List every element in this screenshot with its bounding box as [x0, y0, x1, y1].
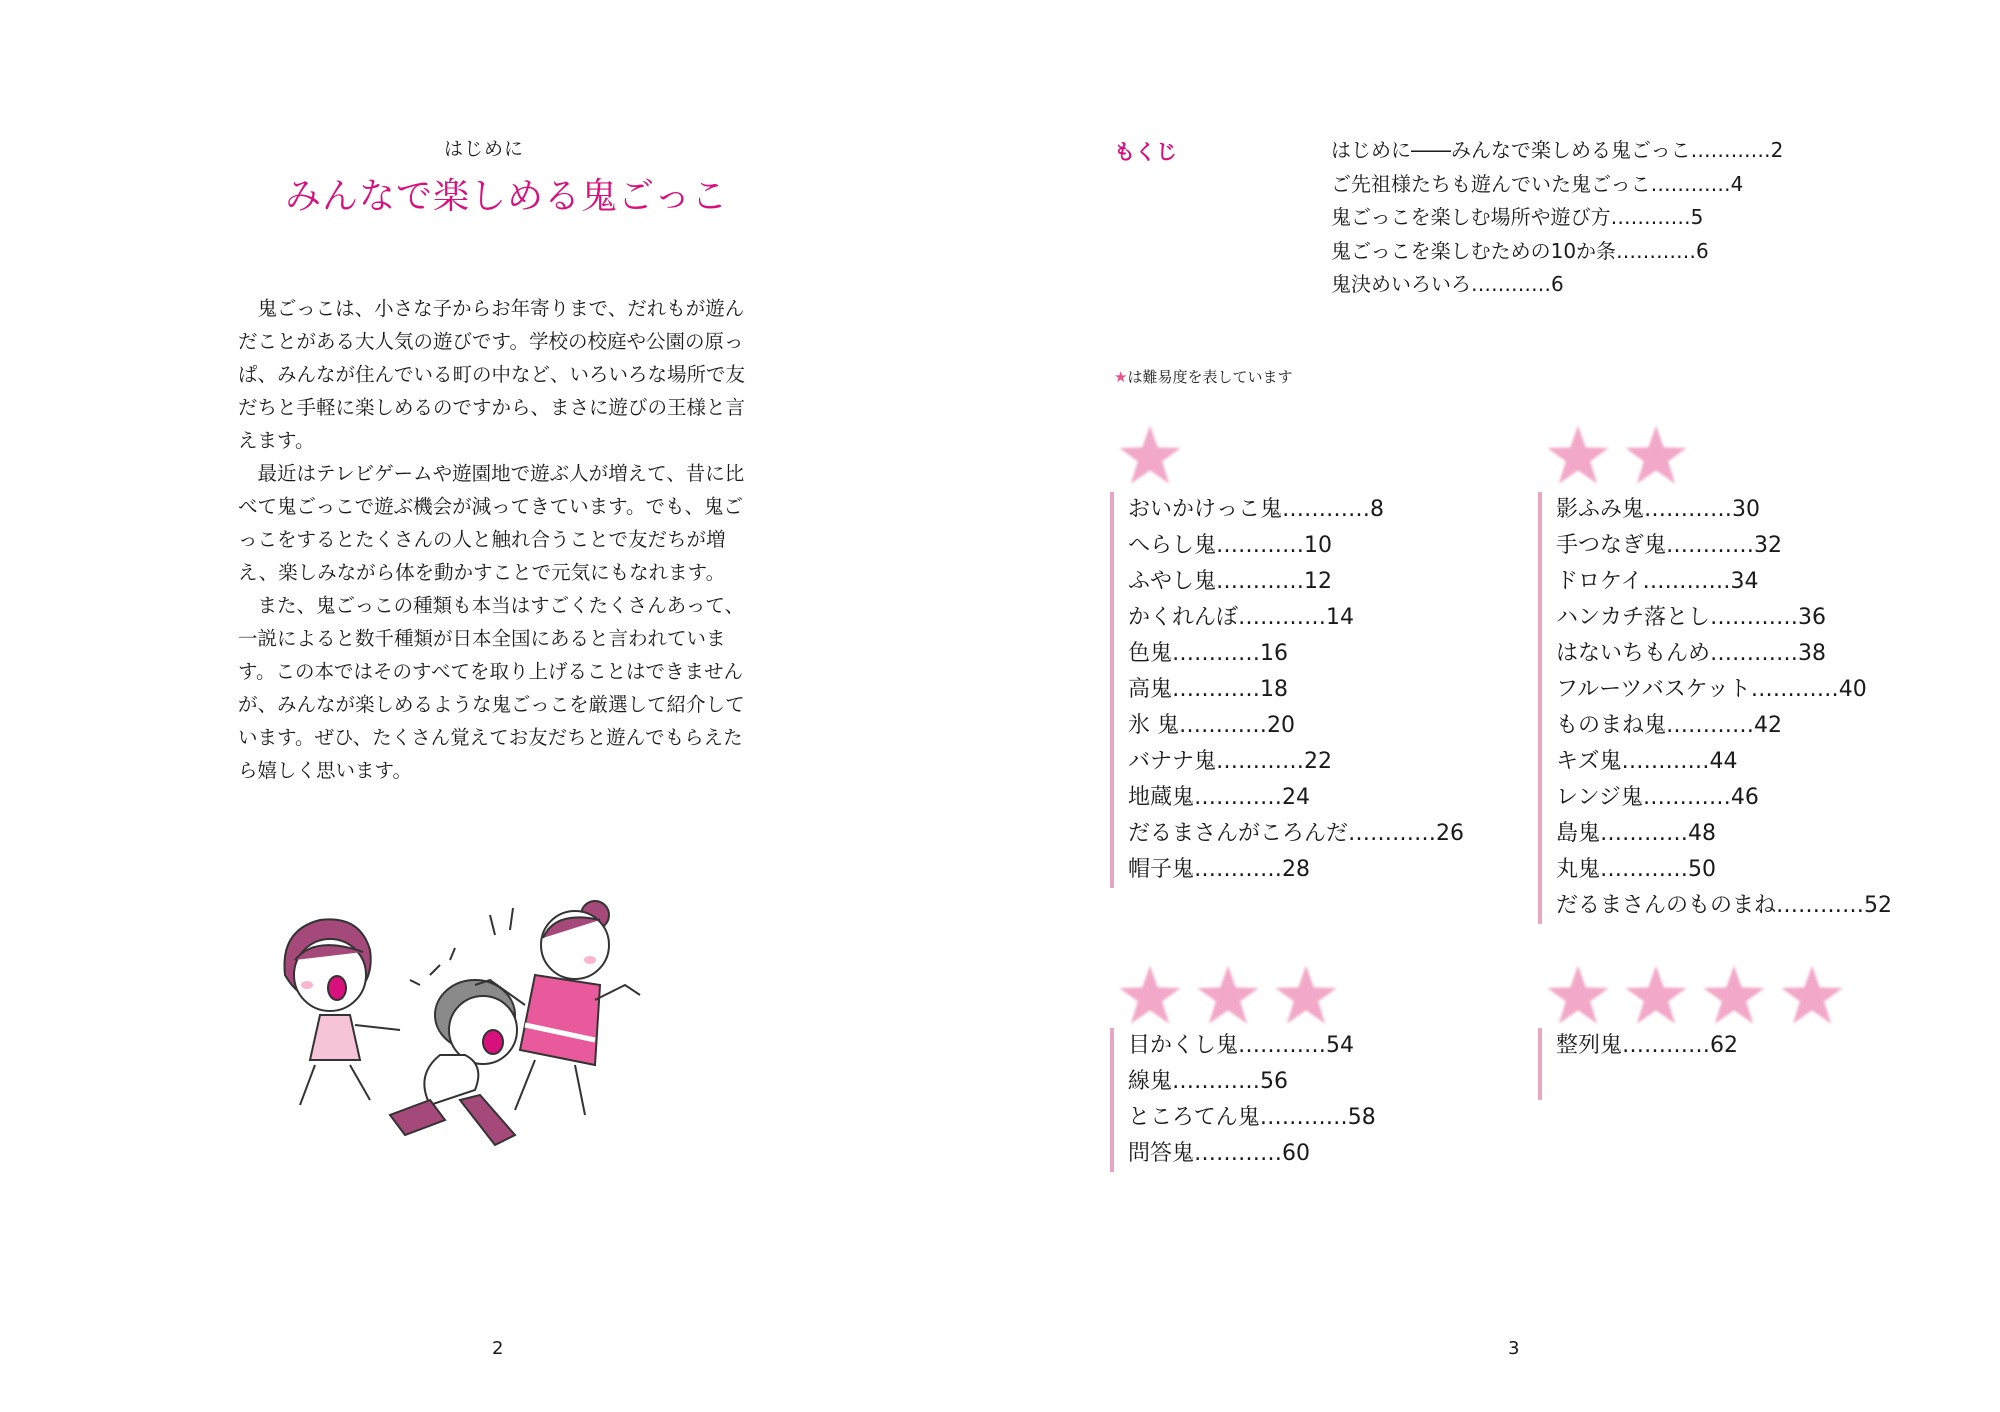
star-icon: [1196, 964, 1260, 1026]
toc-item[interactable]: 島鬼…………48: [1556, 821, 1716, 846]
toc-item[interactable]: ドロケイ…………34: [1556, 569, 1759, 594]
intro-body: [238, 292, 758, 787]
toc-heading: もくじ: [1114, 140, 1177, 164]
toc-item[interactable]: おいかけっこ鬼…………8: [1128, 497, 1384, 522]
boy-running-figure: [390, 948, 517, 1145]
star-icon: [1274, 964, 1338, 1026]
toc-group-difficulty-3: [1110, 1028, 1376, 1172]
star-icon: ★: [1114, 368, 1128, 386]
difficulty-legend: [1114, 366, 1292, 387]
toc-main-list: [1331, 134, 1783, 302]
toc-item[interactable]: ハンカチ落とし…………36: [1556, 605, 1826, 630]
toc-entry[interactable]: 鬼ごっこを楽しむための10か条…………6: [1331, 238, 1709, 263]
toc-item[interactable]: 地蔵鬼…………24: [1128, 785, 1310, 810]
star-icon: [1546, 424, 1610, 486]
toc-item[interactable]: へらし鬼…………10: [1128, 533, 1332, 558]
toc-item[interactable]: 目かくし鬼…………54: [1128, 1033, 1354, 1058]
page-number: 2: [492, 1338, 504, 1359]
toc-item[interactable]: フルーツバスケット…………40: [1556, 677, 1867, 702]
page-number: 3: [1508, 1338, 1520, 1359]
toc-entry[interactable]: 鬼ごっこを楽しむ場所や遊び方…………5: [1331, 205, 1704, 229]
star-icon: [1546, 964, 1610, 1026]
toc-item[interactable]: キズ鬼…………44: [1556, 749, 1738, 774]
star-icon: [1702, 964, 1766, 1026]
difficulty-stars-1: [1118, 424, 1182, 486]
toc-item[interactable]: 色鬼…………16: [1128, 641, 1288, 666]
difficulty-stars-4: [1546, 964, 1844, 1026]
toc-item[interactable]: はないちもんめ…………38: [1556, 641, 1826, 666]
girl-running-figure: [284, 919, 400, 1105]
toc-item[interactable]: 丸鬼…………50: [1556, 857, 1716, 882]
difficulty-stars-3: [1118, 964, 1338, 1026]
toc-entry[interactable]: はじめに――みんなで楽しめる鬼ごっこ…………2: [1331, 138, 1784, 162]
toc-group-difficulty-4: [1538, 1028, 1738, 1100]
legend-text: は難易度を表しています: [1127, 368, 1293, 386]
toc-item[interactable]: 高鬼…………18: [1128, 677, 1288, 702]
toc-item[interactable]: レンジ鬼…………46: [1556, 785, 1759, 810]
children-playing-illustration: [265, 860, 725, 1150]
star-icon: [1118, 424, 1182, 486]
toc-item[interactable]: 整列鬼…………62: [1556, 1033, 1738, 1058]
toc-item[interactable]: ふやし鬼…………12: [1128, 569, 1332, 594]
star-icon: [1624, 964, 1688, 1026]
toc-item[interactable]: 手つなぎ鬼…………32: [1556, 533, 1782, 558]
toc-item[interactable]: 帽子鬼…………28: [1128, 857, 1310, 882]
intro-paragraph: また、鬼ごっこの種類も本当はすごくたくさんあって、一説によると数千種類が日本全国にあると言われています。この本ではそのすべてを取り上げることはできませんが、みんなが楽しめるような鬼ごっこを厳選して紹介しています。ぜひ、たくさん覚えてお友だちと遊んでもらえたら嬉しく思います。: [238, 594, 745, 782]
toc-item[interactable]: だるまさんのものまね…………52: [1556, 893, 1892, 918]
intro-label: はじめに: [444, 138, 525, 160]
toc-item[interactable]: ものまね鬼…………42: [1556, 713, 1782, 738]
toc-entry[interactable]: ご先祖様たちも遊んでいた鬼ごっこ…………4: [1331, 171, 1744, 196]
right-page: [1000, 0, 2000, 1412]
intro-paragraph: 最近はテレビゲームや遊園地で遊ぶ人が増えて、昔に比べて鬼ごっこで遊ぶ機会が減ってきています。でも、鬼ごっこをするとたくさんの人と触れ合うことで友だちが増え、楽しみながら体を動かすことで元気にもなれます。: [238, 462, 745, 584]
toc-item[interactable]: だるまさんがころんだ…………26: [1128, 821, 1464, 846]
intro-paragraph: 鬼ごっこは、小さな子からお年寄りまで、だれもが遊んだことがある大人気の遊びです。学校の校庭や公園の原っぱ、みんなが住んでいる町の中など、いろいろな場所で友だちと手軽に楽しめるのですから、まさに遊びの王様と言えます。: [238, 297, 746, 452]
toc-item[interactable]: かくれんぼ…………14: [1128, 605, 1354, 630]
toc-item[interactable]: 影ふみ鬼…………30: [1556, 497, 1760, 522]
toc-item[interactable]: 氷 鬼…………20: [1128, 713, 1295, 738]
toc-item[interactable]: 線鬼…………56: [1128, 1069, 1288, 1094]
toc-item[interactable]: 問答鬼…………60: [1128, 1141, 1310, 1166]
star-icon: [1118, 964, 1182, 1026]
intro-title: みんなで楽しめる鬼ごっこ: [285, 176, 729, 217]
difficulty-stars-2: [1546, 424, 1688, 486]
toc-entry[interactable]: 鬼決めいろいろ…………6: [1331, 272, 1564, 296]
toc-group-difficulty-2: [1538, 492, 1892, 924]
toc-item[interactable]: ところてん鬼…………58: [1128, 1105, 1376, 1130]
star-icon: [1624, 424, 1688, 486]
toc-item[interactable]: バナナ鬼…………22: [1128, 749, 1332, 774]
toc-group-difficulty-1: [1110, 492, 1464, 888]
star-icon: [1780, 964, 1844, 1026]
